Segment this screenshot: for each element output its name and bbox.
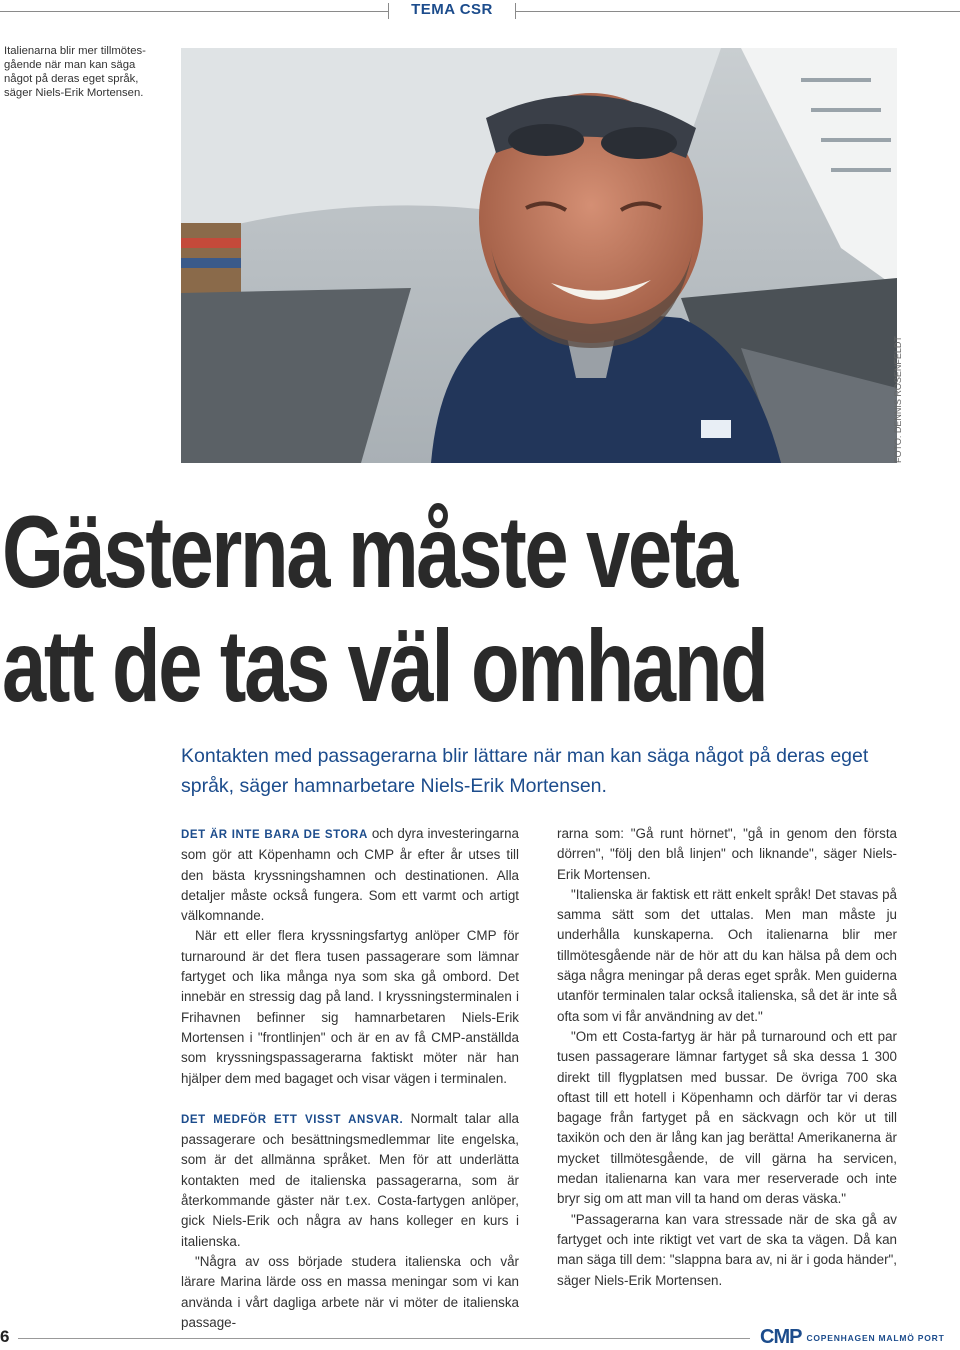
photo-caption: Italienarna blir mer tillmötes-gående när man kan säga något på deras eget språk, säger Niels-Erik Mortensen.	[4, 45, 146, 99]
headline	[2, 495, 766, 723]
headline-line-1: Gästerna måste veta	[2, 495, 736, 609]
paragraph-gap	[181, 1089, 519, 1109]
photo-credit: FOTO: DENNIS ROSENFELDT	[893, 336, 903, 463]
body-column-2	[557, 824, 897, 1291]
logo-mark: CMP	[760, 1326, 802, 1348]
body-column-1	[181, 824, 519, 1333]
paragraph: När ett eller flera kryssningsfartyg anlöper CMP för turnaround är det flera tusen passagerare som lämnar fartyget och lika många nya som ska gå ombord. Det innebär en stressig dag på land. I kryssningsterminalen i Frihavnen befinner sig hamnarbetaren Niels-Erik Mortensen i "frontlinjen" och är en av få CMP-anställda som kryssningspassagerarna faktiskt möter när han hjälper dem med bagaget och visar vägen i terminalen.	[181, 928, 519, 1086]
paragraph: "Italienska är faktisk ett rätt enkelt språk! Det stavas på samma sätt som det uttalas. Men man måste ju underhålla kunskaperna. Och italienarna blir mer tillmötesgående när de hör att du kan hälsa på dem och säga några meningar på deras eget språk. Men guiderna utanför terminalen talar också italienska, så det är inte så ofta som vi får användning av det."	[557, 886, 897, 1024]
paragraph-text: Normalt talar alla passagerare och besättningsmedlemmar lite engelska, som är det allmänna språket. Men för att underlätta kontakten med de italienska passagerarna, som är återkommande gäster när t.ex. Costa-fartygen anlöper, gick Niels-Erik och några av hans kolleger en kurs i italienska.	[181, 1110, 519, 1249]
footer-rule	[18, 1338, 750, 1339]
header-rule-right	[515, 11, 960, 12]
photo-illustration	[181, 48, 897, 463]
paragraph: "Om ett Costa-fartyg är här på turnaround och ett par tusen passagerare lämnar fartyget så ska dessa 1 300 direkt till flygplatsen med bussar. De övriga 700 ska oftast till ett hotell i Köpenhamn och därför tar vi deras bagage från fartyget på en säckvagn och kör ut till taxikön och den är lång kan jag berätta! Amerikanerna är mycket tillmötesgående, de vill gärna ha servicen, medan italienarna kan vara mer reserverade och inte bryr sig om att man vill ta hand om deras väska."	[557, 1028, 897, 1207]
cmp-logo	[760, 1326, 945, 1349]
paragraph: "Passagerarna kan vara stressade när de ska gå av fartyget och inte riktigt vet vart de ska ta vägen. Då kan man säga till dem: "slappna bara av, ni är i goda händer", säger Niels-Erik Mortensen.	[557, 1211, 897, 1288]
paragraph-text: och dyra investeringarna som gör att Köpenhamn och CMP år efter år utses till den bästa kryssningshamnen och destinationen. Alla detaljer måste också fungera. Som ett varmt och artigt välkomnande.	[181, 826, 519, 924]
paragraph: rarna som: "Gå runt hörnet", "gå in genom den första dörren", "följ den blå linjen" och liknande", säger Niels-Erik Mortensen.	[557, 826, 897, 882]
page-number: 6	[0, 1327, 10, 1346]
run-in-heading: DET MEDFÖR ETT VISST ANSVAR.	[181, 1113, 404, 1126]
header-tick-left	[388, 3, 389, 19]
headline-line-2: att de tas väl omhand	[2, 609, 767, 723]
paragraph	[181, 824, 519, 926]
run-in-heading: DET ÄR INTE BARA DE STORA	[181, 829, 368, 841]
section-label: TEMA CSR	[411, 1, 493, 18]
photo	[181, 48, 897, 463]
logo-text: COPENHAGEN MALMÖ PORT	[806, 1332, 945, 1343]
lead-paragraph: Kontakten med passagerarna blir lättare när man kan säga något på deras eget språk, säger hamnarbetare Niels-Erik Mortensen.	[181, 745, 869, 797]
paragraph	[181, 1109, 519, 1252]
header-rule-left	[0, 11, 388, 12]
paragraph: "Några av oss började studera italienska och vår lärare Marina lärde oss en massa meningar som vi kan använda i vårt dagliga arbete när vi möter de italienska passage-	[181, 1253, 519, 1330]
